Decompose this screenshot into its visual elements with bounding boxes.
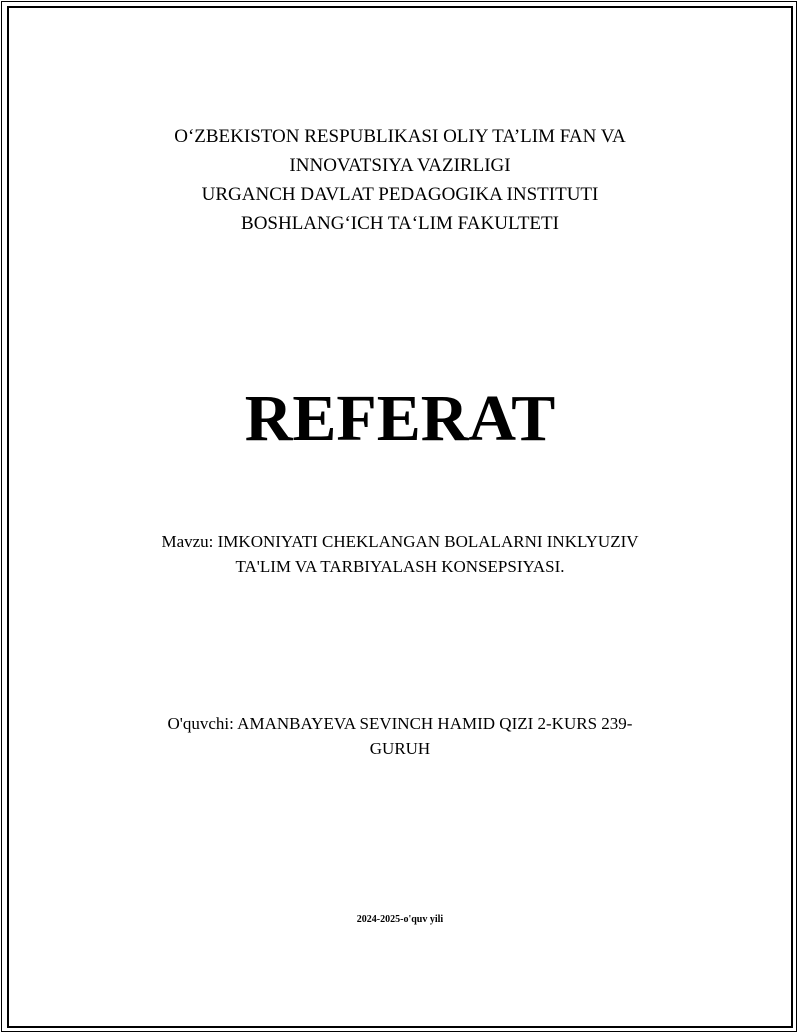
- student-block: [120, 711, 680, 761]
- header-line-faculty: BOSHLANG‘ICH TA‘LIM FAKULTETI: [241, 213, 559, 234]
- student-line-1: O'quvchi: AMANBAYEVA SEVINCH HAMID QIZI 2-KURS 239-: [167, 714, 633, 733]
- topic-line-1: Mavzu: IMKONIYATI CHEKLANGAN BOLALARNI INKLYUZIV: [161, 532, 639, 551]
- document-title: REFERAT: [244, 382, 556, 455]
- academic-year: 2024-2025-o'quv yili: [356, 914, 444, 925]
- header-line-ministry-2: INNOVATSIYA VAZIRLIGI: [289, 155, 511, 176]
- header-line-ministry-1: O‘ZBEKISTON RESPUBLIKASI OLIY TA’LIM FAN VA: [174, 126, 626, 147]
- topic-line-2: TA'LIM VA TARBIYALASH KONSEPSIYASI.: [235, 557, 565, 576]
- institution-header: [0, 122, 800, 238]
- header-line-institute: URGANCH DAVLAT PEDAGOGIKA INSTITUTI: [201, 184, 599, 205]
- topic-block: [120, 529, 680, 579]
- student-line-2: GURUH: [369, 739, 431, 758]
